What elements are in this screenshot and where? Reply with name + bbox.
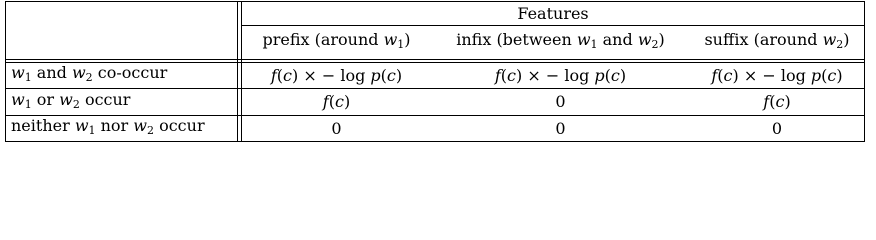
table-top-border	[5, 1, 865, 2]
cell-either-prefix: f(c)	[322, 92, 351, 111]
row-label-co-occur: $w_1$ and $w_2$ co-occur	[11, 63, 168, 84]
cell-neither-prefix: 0	[331, 118, 342, 138]
cell-either-suffix: f(c)	[763, 92, 791, 111]
cell-co-occur-infix: f(c) × − log p(c)	[494, 65, 627, 85]
cell-either-infix: 0	[555, 92, 566, 111]
column-header-suffix: suffix (around $w_2$)	[704, 29, 850, 51]
row-label-either-occur: $w_1$ or $w_2$ occur	[11, 89, 131, 111]
cell-co-occur-suffix: f(c) × − log p(c)	[711, 65, 843, 85]
header-bottom-rule-a	[5, 59, 865, 60]
row-label-neither-occur: neither $w_1$ nor $w_2$ occur	[11, 116, 205, 137]
column-header-prefix: prefix (around $w_1$)	[262, 29, 411, 51]
cell-co-occur-prefix: f(c) × − log p(c)	[270, 65, 403, 85]
cell-neither-suffix: 0	[771, 118, 783, 138]
cell-neither-infix: 0	[555, 118, 566, 138]
label-divider-a	[237, 1, 238, 142]
table-bottom-border	[5, 141, 865, 142]
features-group-underline	[241, 25, 865, 26]
features-group-header	[241, 3, 865, 25]
features-group-label: Features	[517, 4, 589, 23]
comparison-table	[5, 1, 865, 142]
column-header-infix: infix (between $w_1$ and $w_2$)	[456, 29, 665, 51]
